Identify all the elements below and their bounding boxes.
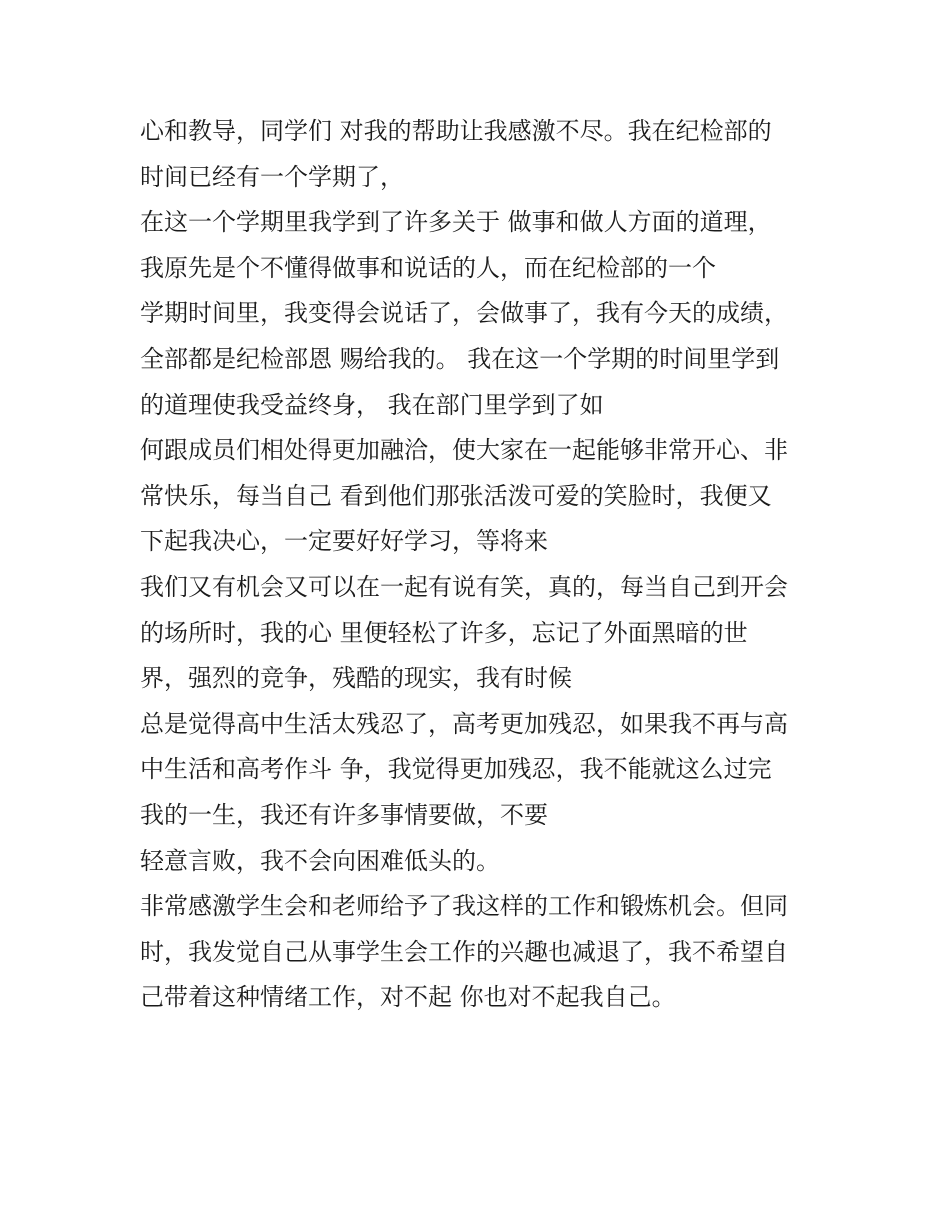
text-line: 我们又有机会又可以在一起有说有笑，真的，每当自己到开会 [140,572,788,601]
text-line: 常快乐，每当自己 看到他们那张活泼可爱的笑脸时，我便又 [140,481,772,510]
text-line: 学期时间里，我变得会说话了，会做事了，我有今天的成绩， [140,299,788,328]
text-line: 心和教导，同学们 对我的帮助让我感激不尽。我在纪检部的 [140,117,772,145]
text-line: 下起我决心，一定要好好学习，等将来 [140,527,548,556]
text-line: 中生活和高考作斗 争，我觉得更加残忍，我不能就这么过完 [140,755,772,784]
text-line: 非常感激学生会和老师给予了我这样的工作和锻炼机会。但同 [140,892,788,921]
text-line: 全部都是纪检部恩 赐给我的。 我在这一个学期的时间里学到 [140,344,780,373]
text-line: 我原先是个不懂得做事和说话的人，而在纪检部的一个 [140,253,716,282]
text-line: 轻意言败，我不会向困难低头的。 [140,846,500,875]
body-text [140,109,830,1021]
text-line: 时间已经有一个学期了， [140,162,404,191]
text-line: 的道理使我受益终身， 我在部门里学到了如 [140,390,604,419]
text-line: 时，我发觉自己从事学生会工作的兴趣也减退了，我不希望自 [140,937,788,966]
text-line: 界，强烈的竞争，残酷的现实，我有时候 [140,664,572,693]
text-line: 的场所时，我的心 里便轻松了许多，忘记了外面黑暗的世 [140,618,748,647]
text-line: 何跟成员们相处得更加融洽，使大家在一起能够非常开心、非 [140,436,788,465]
text-line: 我的一生，我还有许多事情要做，不要 [140,800,548,829]
text-line: 己带着这种情绪工作，对不起 你也对不起我自己。 [140,983,676,1012]
text-line: 在这一个学期里我学到了许多关于 做事和做人方面的道理， [140,208,772,237]
text-line: 总是觉得高中生活太残忍了，高考更加残忍，如果我不再与高 [140,709,788,738]
